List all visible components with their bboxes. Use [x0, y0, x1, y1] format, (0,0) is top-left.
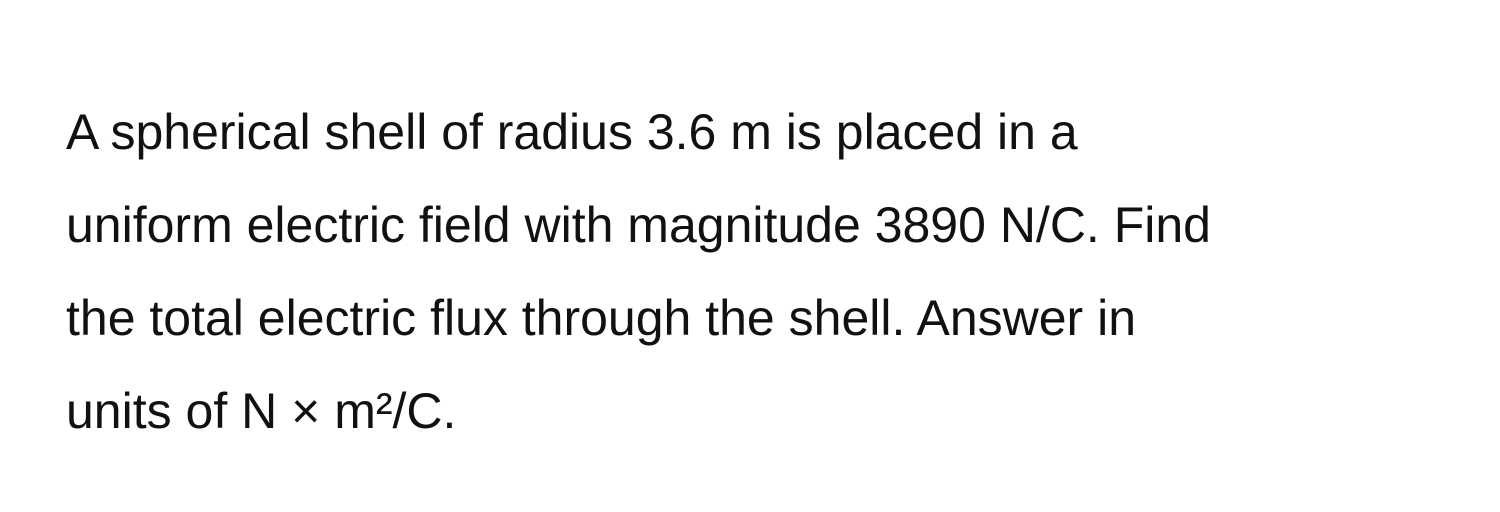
question-line-3: the total electric flux through the shell. Answer in	[66, 290, 1137, 346]
question-text	[66, 86, 1466, 458]
question-line-2: uniform electric field with magnitude 3890 N/C. Find	[66, 197, 1211, 253]
question-line-4: units of N × m²/C.	[66, 383, 457, 439]
question-line-1: A spherical shell of radius 3.6 m is placed in a	[66, 104, 1078, 160]
